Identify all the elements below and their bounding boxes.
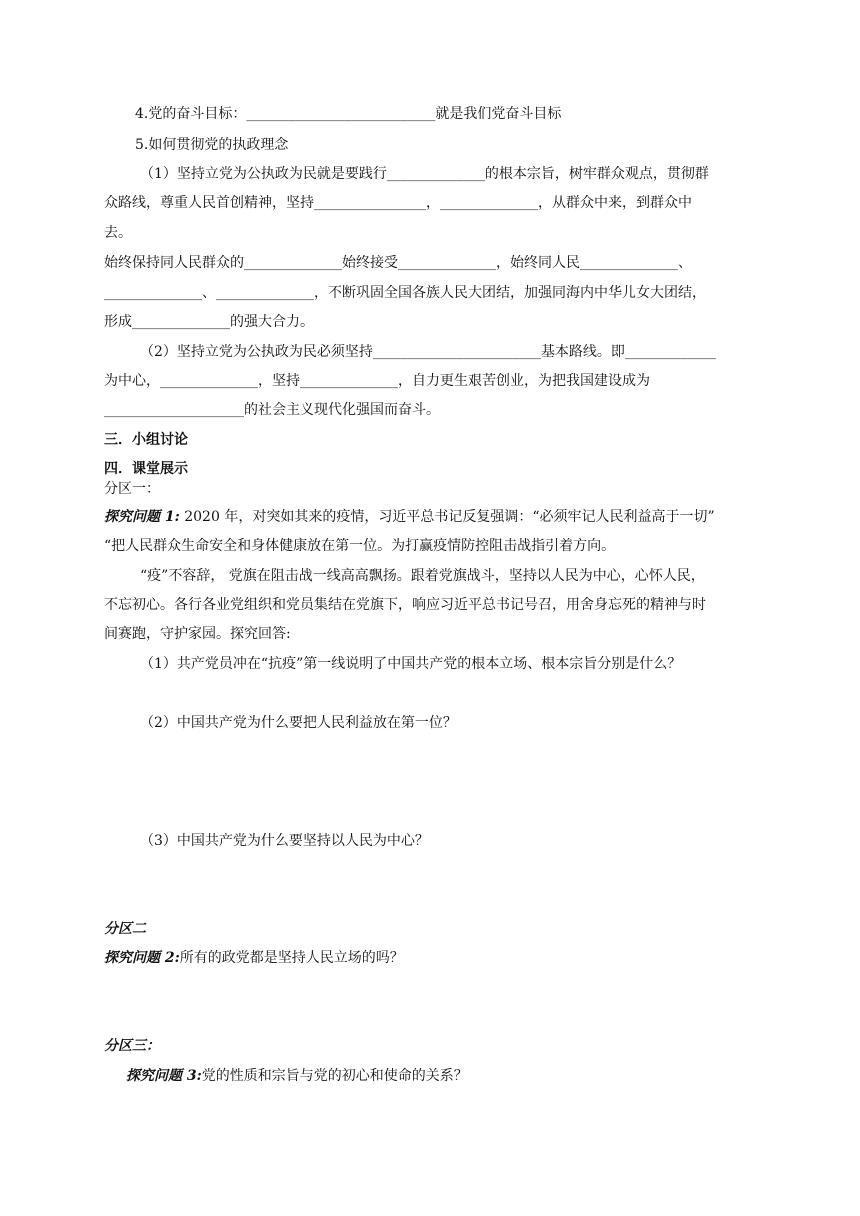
question-1-label: 探究问题 1: (104, 509, 180, 525)
paragraph-2-line-1: 始终保持同人民群众的______________始终接受______________，始终同人民______________、 (104, 255, 692, 271)
question-1-line-4: 不忘初心。各行各业党组织和党员集结在党旗下，响应习近平总书记号召，用舍身忘死的精神与时 (104, 597, 706, 613)
question-1-line-1 (104, 507, 715, 527)
sub-question-2: （2）中国共产党为什么要把人民利益放在第一位？ (140, 715, 457, 731)
question-1-line-5: 间赛跑，守护家园。探究回答: (104, 626, 291, 642)
question-2-text: 所有的政党都是坚持人民立场的吗？ (179, 950, 404, 966)
section-3-heading: 三．小组讨论 (104, 432, 188, 448)
question-3-line (126, 1066, 468, 1086)
paragraph-1-line-3: 去。 (104, 225, 132, 241)
paragraph-2-line-3: 形成______________的强大合力。 (104, 314, 314, 330)
question-1-line-2: “把人民群众生命安全和身体健康放在第一位。为打赢疫情防控阻击战指引着方向。 (104, 538, 616, 554)
zone-2-heading: 分区二 (104, 921, 146, 937)
question-2-line (104, 948, 404, 968)
paragraph-1-line-2: 众路线，尊重人民首创精神，坚持________________，______________，从群众中来，到群众中 (104, 195, 692, 211)
item-5-heading: 5.如何贯彻党的执政理念 (135, 137, 289, 153)
paragraph-3-line-1: （2）坚持立党为公执政为民必须坚持________________________基本路线。即_____________ (140, 344, 716, 360)
question-3-text: 党的性质和宗旨与党的初心和使命的关系？ (201, 1068, 468, 1084)
item-4-line: 4.党的奋斗目标：___________________________就是我们党奋斗目标 (135, 106, 562, 122)
question-1-line-3: “疫”不容辞， 党旗在阻击战一线高高飘扬。跟着党旗战斗，坚持以人民为中心，心怀人民， (140, 568, 705, 584)
zone-1-heading: 分区一： (104, 481, 160, 497)
section-4-heading: 四．课堂展示 (104, 461, 188, 477)
paragraph-2-line-2: ______________、______________，不断巩固全国各族人民大团结，加强同海内中华儿女大团结， (104, 285, 706, 301)
sub-question-1: （1）共产党员冲在“抗疫”第一线说明了中国共产党的根本立场、根本宗旨分别是什么？ (140, 656, 682, 672)
paragraph-3-line-3: ____________________的社会主义现代化强国而奋斗。 (104, 402, 440, 418)
sub-question-3: （3）中国共产党为什么要坚持以人民为中心？ (140, 833, 429, 849)
paragraph-3-line-2: 为中心，______________，坚持______________，自力更生艰苦创业，为把我国建设成为 (104, 373, 650, 389)
question-2-label: 探究问题 2: (104, 950, 180, 966)
paragraph-1-line-1: （1）坚持立党为公执政为民就是要践行______________的根本宗旨，树牢群众观点，贯彻群 (140, 166, 709, 182)
zone-3-heading: 分区三： (104, 1038, 160, 1054)
question-3-label: 探究问题 3: (126, 1068, 202, 1084)
question-1-text: 2020 年，对突如其来的疫情，习近平总书记反复强调：“必须牢记人民利益高于一切” (179, 509, 715, 525)
